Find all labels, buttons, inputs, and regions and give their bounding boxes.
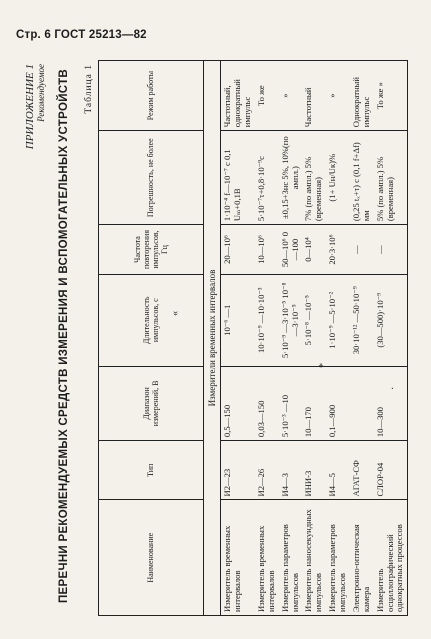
cell-type: СЛОР-04	[374, 441, 408, 500]
cell-error: (0,25 tₓ+τ) с (0,1 f+Δf) мм	[350, 131, 374, 225]
cell-duration: 10·10⁻⁹ —10·10⁻³	[255, 274, 279, 366]
table-label: Таблица 1	[84, 64, 94, 114]
cell-mode: Частотный, однократный импульс	[221, 61, 255, 131]
cell-range: 5·10⁻³ —10	[279, 366, 303, 440]
page-header: Стр. 6 ГОСТ 25213—82	[16, 29, 147, 41]
cell-name: Измеритель параметров импульсов	[279, 500, 303, 616]
appendix-title: ПРИЛОЖЕНИЕ 1	[24, 64, 36, 150]
cell-mode: Частотный	[302, 61, 326, 131]
col-duration: Длительность импульсов, с	[99, 274, 204, 366]
cell-mode: Однократный импульс	[350, 61, 374, 131]
cell-type: ИНИ-3	[302, 441, 326, 500]
col-range: Диапазон измерений, В	[99, 366, 204, 440]
cell-type: И4—3	[279, 441, 303, 500]
cell-duration: 5·10⁻⁹ —3·10⁻⁵ 10⁻⁸ —3·10⁻⁵	[279, 274, 303, 366]
cell-type: И4—5	[326, 441, 350, 500]
table-row	[279, 61, 303, 616]
cell-error: 5% (по ампл.) 5% (временная)	[374, 131, 408, 225]
cell-error: (1+ Uн/Uк)%	[326, 131, 350, 225]
cell-error: 7% (по ампл.) 5% (временная)	[302, 131, 326, 225]
table-row	[326, 61, 350, 616]
cell-error: 5·10⁻⁷τ+0,8·10⁻⁹с	[255, 131, 279, 225]
cell-duration: 5·10⁻⁸ —10⁻⁵	[302, 274, 326, 366]
appendix-block	[24, 64, 46, 186]
cell-type: И2—26	[255, 441, 279, 500]
table-row	[255, 61, 279, 616]
header-row	[99, 61, 204, 616]
cell-mode: »	[279, 61, 303, 131]
cell-frequency: —	[350, 225, 374, 275]
cell-frequency: 20·3·10⁶	[326, 225, 350, 275]
cell-duration: (30—500)·10⁻⁹	[374, 274, 408, 366]
table-row	[374, 61, 408, 616]
cell-duration: 10⁻⁶ —1	[221, 274, 255, 366]
table-row	[350, 61, 374, 616]
cell-range: 10—300	[374, 366, 408, 440]
section-title: Измерители временных интервалов	[204, 61, 221, 616]
cell-mode: То же »	[374, 61, 408, 131]
cell-error: ±0,15+3нс 5%, 10%(по ампл.)	[279, 131, 303, 225]
col-frequency: Частота повторения импульсов, Гц	[99, 225, 204, 275]
cell-range: 0,5—150	[221, 366, 255, 440]
cell-frequency: 50—10⁶ 0—100	[279, 225, 303, 275]
cell-name: Измеритель осциллографический однократных процессов	[374, 500, 408, 616]
cell-frequency: 20—10⁶	[221, 225, 255, 275]
col-mode: Режим работы	[99, 61, 204, 131]
cell-frequency: 10—10⁶	[255, 225, 279, 275]
cell-name: Измеритель параметров импульсов	[326, 500, 350, 616]
cell-range	[350, 366, 374, 440]
cell-range: 10—170	[302, 366, 326, 440]
rotated-content	[18, 56, 413, 616]
stray-mark: *	[318, 363, 329, 368]
appendix-subtitle: Рекомендуемое	[36, 64, 46, 122]
col-error: Погрешность, не более	[99, 131, 204, 225]
main-title: ПЕРЕЧНИ РЕКОМЕНДУЕМЫХ СРЕДСТВ ИЗМЕРЕНИЯ И ВСПОМОГАТЕЛЬНЫХ УСТРОЙСТВ	[58, 68, 70, 604]
section-row	[204, 61, 221, 616]
cell-type: АГАТ-СФ	[350, 441, 374, 500]
stray-mark: «	[170, 311, 181, 316]
table-row	[221, 61, 255, 616]
cell-type: И2—23	[221, 441, 255, 500]
col-type: Тип	[99, 441, 204, 500]
cell-name: Измеритель временных интервалов	[255, 500, 279, 616]
cell-duration: 1·10⁻⁹ —5·10⁻²	[326, 274, 350, 366]
cell-mode: То же	[255, 61, 279, 131]
cell-name: Электронно-оптическая камера	[350, 500, 374, 616]
cell-name: Измеритель наносекундных импульсов	[302, 500, 326, 616]
cell-frequency: —	[374, 225, 408, 275]
cell-mode: »	[326, 61, 350, 131]
cell-range: 0,03—150	[255, 366, 279, 440]
cell-duration: 30·10⁻¹² —50·10⁻⁹	[350, 274, 374, 366]
cell-range: 0,1—900	[326, 366, 350, 440]
cell-frequency: 0—10⁴	[302, 225, 326, 275]
table-row	[302, 61, 326, 616]
stray-mark: ·	[388, 386, 399, 390]
cell-error: 1·10⁻⁴ f—10⁻⁷ с 0,1 Uₘ+0,1В	[221, 131, 255, 225]
cell-name: Измеритель временных интервалов	[221, 500, 255, 616]
instruments-table	[98, 60, 408, 616]
col-name: Наименование	[99, 500, 204, 616]
